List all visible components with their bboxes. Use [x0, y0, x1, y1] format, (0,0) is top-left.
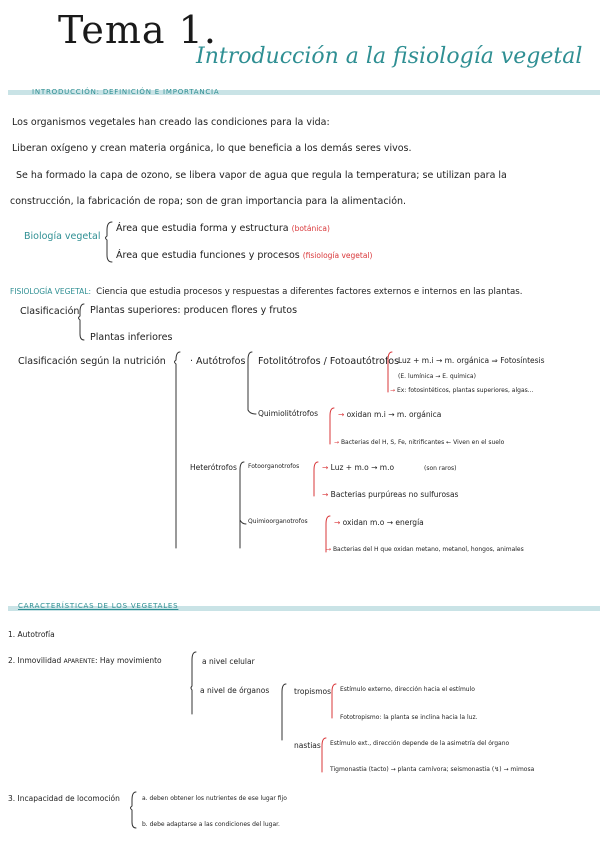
inmovilidad-emph: APARENTE [63, 658, 95, 665]
locomocion-item-b: b. debe adaptarse a las condiciones del lugar. [142, 821, 280, 828]
intro-paragraph-2: Liberan oxígeno y crean materia orgánica, lo que beneficia a los demás seres vivos. [12, 143, 412, 154]
quimio-auto-item-1-text: oxidan m.i → m. orgánica [346, 410, 442, 419]
biologia-item-2-note: (fisiología vegetal) [302, 251, 373, 260]
quimio-hetero-item-2: → Bacterias del H que oxidan metano, metanol, hongos, animales [326, 546, 524, 553]
quimio-hetero-item-1: → oxidan m.o → energía [334, 518, 424, 527]
foto-auto-item-3: → Ex: fotosintéticos, plantas superiores, algas... [390, 387, 534, 394]
foto-auto-item-1: Luz + m.i → m. orgánica ⇒ Fotosíntesis [398, 356, 545, 365]
clasificacion-item-2: Plantas inferiores [90, 332, 173, 343]
autotrofos-label-text: Autótrofos [196, 356, 246, 367]
red-brace-quimioauto [330, 408, 334, 444]
inmovilidad-b: a nivel de órganos [200, 686, 270, 695]
brace-inmovilidad [191, 652, 196, 714]
quimio-auto-item-1: → oxidan m.i → m. orgánica [338, 410, 442, 419]
brace-nutricion [175, 352, 181, 548]
quimio-hetero-item-1-text: oxidan m.o → energía [342, 518, 424, 527]
brace-clasificacion [79, 304, 85, 340]
locomocion-item-a: a. deben obtener los nutrientes de ese lugar fijo [142, 795, 287, 802]
intro-paragraph-3: Se ha formado la capa de ozono, se libera vapor de agua que regula la temperatura; se utilizan para la [16, 170, 507, 181]
inmovilidad-label: 2. Inmovilidad [8, 656, 62, 665]
foto-hetero-item-3-text: Bacterias purpúreas no sulfurosas [330, 490, 459, 499]
tropismos-item-2: Fototropismo: la planta se inclina hacia la luz. [340, 714, 478, 721]
brace-organos [282, 684, 286, 740]
foto-hetero-item-2: (son raros) [424, 465, 457, 472]
foto-hetero-item-1-text: Luz + m.o → m.o [330, 463, 395, 472]
quimio-auto-item-2-text: Bacterias del H, S, Fe, nitrificantes ← Viven en el suelo [340, 439, 505, 446]
item-locomocion: 3. Incapacidad de locomoción [8, 794, 120, 803]
tropismos-item-1: Estímulo externo, dirección hacia el estímulo [340, 686, 475, 693]
biologia-item-1-note: (botánica) [291, 224, 330, 233]
biologia-label: Biología vegetal [24, 231, 101, 242]
quimio-auto-item-2: → Bacterias del H, S, Fe, nitrificantes ← Viven en el suelo [334, 439, 505, 446]
foto-auto-item-3-text: Ex: fotosintéticos, plantas superiores, algas... [396, 387, 534, 394]
foto-auto-item-2: (E. lumínica → E. química) [398, 373, 476, 380]
tropismos-label: tropismos [294, 687, 332, 696]
item-autotrofia: 1. Autotrofía [8, 630, 55, 639]
connector-quimioorganotrofos [240, 520, 246, 524]
red-brace-fotoauto [388, 352, 392, 392]
brace-biologia [106, 222, 113, 262]
foto-hetero-item-3: → Bacterias purpúreas no sulfurosas [322, 490, 459, 499]
nastias-label: nastias [294, 741, 321, 750]
heterotrofos-label: Heterótrofos [190, 463, 237, 472]
inmovilidad-rest: : Hay movimiento [94, 656, 162, 665]
page-title-tema: Tema 1. [58, 8, 217, 52]
red-brace-quimiohetero [326, 516, 330, 552]
fotolitotrofos-label: Fotolitótrofos / Fotoautótrofos [258, 356, 400, 367]
page-title-topic: Introducción a la fisiología vegetal [196, 44, 583, 69]
connector-quimiolitotrofos [248, 410, 256, 414]
fisiologia-label: FISIOLOGÍA VEGETAL: [10, 287, 92, 296]
nastias-item-2: Tigmonastia (tacto) → planta carnívora; seismonastia (↯) → mimosa [330, 766, 535, 773]
inmovilidad-a: a nivel celular [202, 657, 255, 666]
red-brace-tropismos [332, 684, 336, 718]
red-brace-nastias [322, 738, 326, 772]
biologia-item-1-text: Área que estudia forma y estructura [116, 223, 289, 234]
fotoorganotrofos-label: Fotoorganotrofos [248, 463, 300, 470]
foto-hetero-item-1: → Luz + m.o → m.o [322, 463, 395, 472]
brace-heterotrofos [240, 462, 244, 548]
nastias-item-1: Estímulo ext., dirección depende de la asimetría del órgano [330, 740, 510, 747]
section-heading-intro: INTRODUCCIÓN: DEFINICIÓN E IMPORTANCIA [32, 88, 220, 96]
brace-autotrofos [248, 352, 252, 410]
red-brace-fotohetero [314, 462, 318, 496]
quimio-hetero-item-2-text: Bacterias del H que oxidan metano, metanol, hongos, animales [332, 546, 524, 553]
quimiolitotrofos-label: Quimiolitótrofos [258, 409, 318, 418]
biologia-item-2-text: Área que estudia funciones y procesos [116, 250, 300, 261]
clasificacion-label: Clasificación [20, 306, 80, 317]
fisiologia-definition: Ciencia que estudia procesos y respuestas a diferentes factores externos e internos en las plantas. [96, 287, 523, 297]
intro-paragraph-4: construcción, la fabricación de ropa; son de gran importancia para la alimentación. [10, 196, 407, 207]
clasificacion-item-1: Plantas superiores: producen flores y frutos [90, 305, 298, 316]
quimioorganotrofos-label: Quimioorganotrofos [248, 518, 308, 525]
autotrofos-label: · Autótrofos [190, 356, 246, 367]
section-heading-caracteristicas: CARACTERÍSTICAS DE LOS VEGETALES [18, 602, 179, 610]
brace-locomocion [131, 792, 137, 828]
intro-paragraph-1: Los organismos vegetales han creado las condiciones para la vida: [12, 117, 330, 128]
nutricion-label: Clasificación según la nutrición [18, 356, 166, 367]
